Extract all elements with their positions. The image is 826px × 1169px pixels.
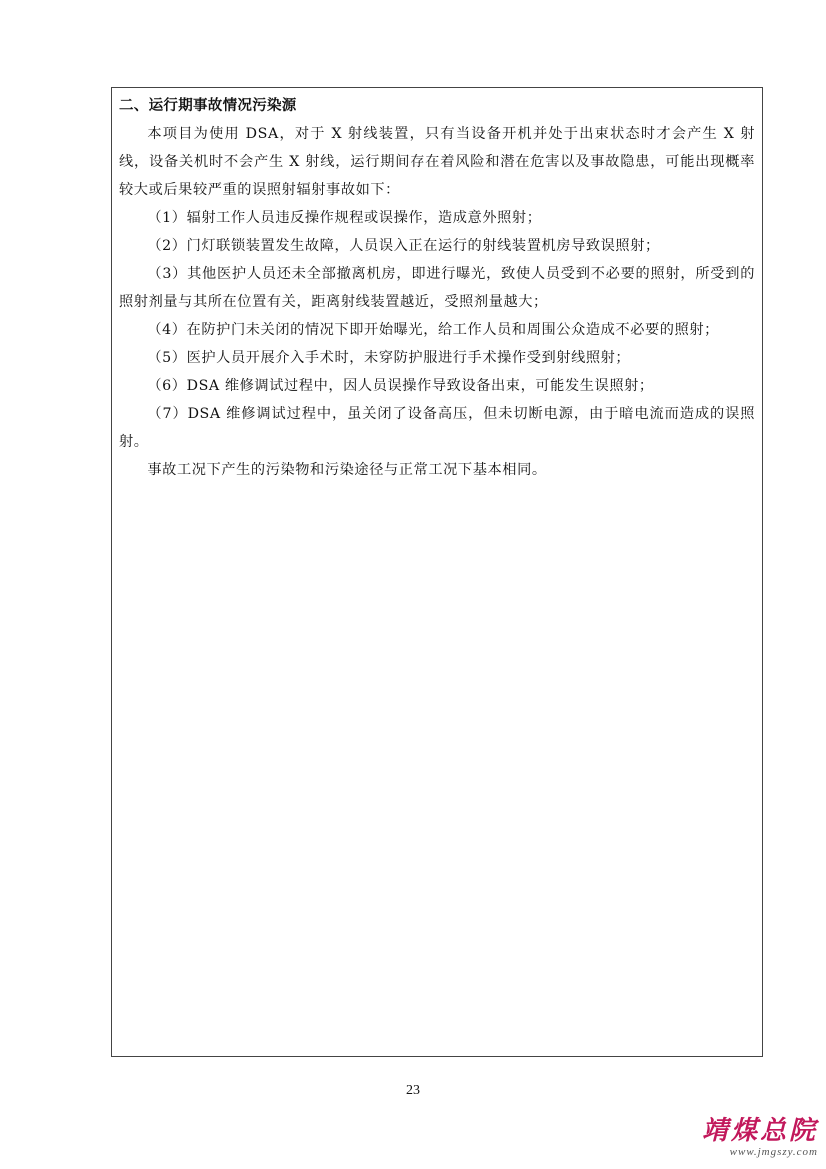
accident-item-3: （3）其他医护人员还未全部撤离机房，即进行曝光，致使人员受到不必要的照射，所受到的照射剂量与其所在位置有关，距离射线装置越近，受照剂量越大； bbox=[119, 266, 755, 310]
accident-item-7: （7）DSA 维修调试过程中，虽关闭了设备高压，但未切断电源，由于暗电流而造成的误照射。 bbox=[119, 406, 755, 450]
accident-item-6: （6）DSA 维修调试过程中，因人员误操作导致设备出束，可能发生误照射； bbox=[147, 378, 654, 394]
section-content bbox=[119, 96, 755, 484]
watermark-url: www.jmgszy.com bbox=[729, 1146, 818, 1158]
conclusion-paragraph: 事故工况下产生的污染物和污染途径与正常工况下基本相同。 bbox=[147, 462, 547, 478]
section-heading: 二、运行期事故情况污染源 bbox=[119, 98, 297, 114]
accident-item-1: （1）辐射工作人员违反操作规程或误操作，造成意外照射； bbox=[147, 210, 542, 226]
accident-item-2: （2）门灯联锁装置发生故障，人员误入正在运行的射线装置机房导致误照射； bbox=[147, 238, 660, 254]
accident-item-5: （5）医护人员开展介入手术时，未穿防护服进行手术操作受到射线照射； bbox=[147, 350, 631, 366]
content-frame bbox=[111, 87, 763, 1057]
accident-item-4: （4）在防护门未关闭的情况下即开始曝光，给工作人员和周围公众造成不必要的照射； bbox=[147, 322, 719, 338]
intro-paragraph: 本项目为使用 DSA，对于 X 射线装置，只有当设备开机并处于出束状态时才会产生 X 射线，设备关机时不会产生 X 射线，运行期间存在着风险和潜在危害以及事故隐患，可能出现概率较大或后果较严重的误照射辐射事故如下： bbox=[119, 126, 755, 198]
watermark-title: 靖煤总院 bbox=[701, 1116, 818, 1146]
watermark bbox=[702, 1116, 818, 1158]
page-number: 23 bbox=[406, 1083, 420, 1098]
